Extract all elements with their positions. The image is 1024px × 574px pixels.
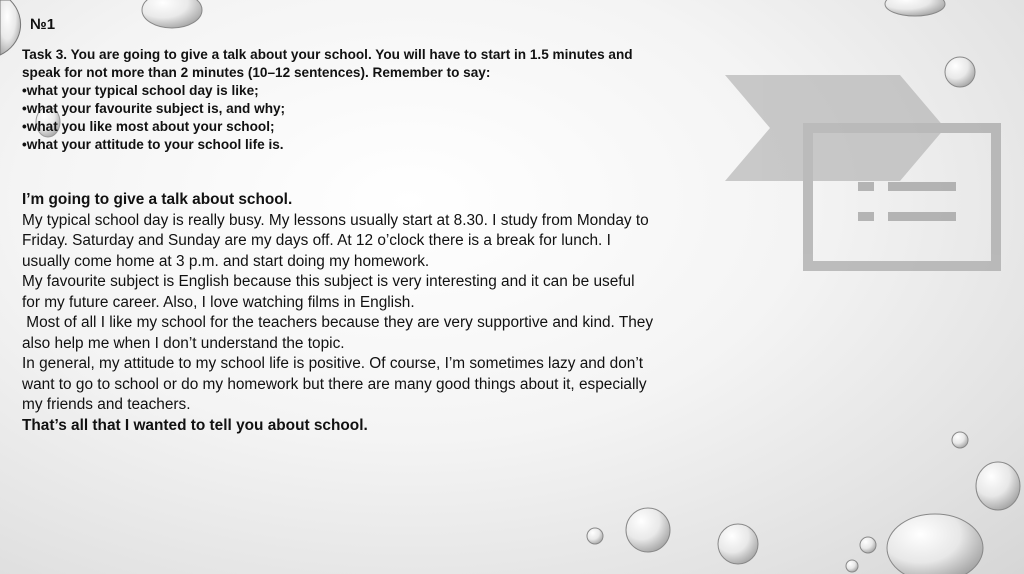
answer-line: In general, my attitude to my school life is positive. Of course, I’m sometimes lazy and don’t [22,355,644,372]
answer-intro: I’m going to give a talk about school. [22,191,293,208]
task-bullet: •what your typical school day is like; [22,83,259,98]
answer-line: Most of all I like my school for the teachers because they are very supportive and kind. They [22,314,654,331]
answer-line: My typical school day is really busy. My lessons usually start at 8.30. I study from Monday to [22,211,649,229]
slide-number: №1 [30,16,56,33]
task-bullet: •what your attitude to your school life is. [22,137,284,152]
answer-line: usually come home at 3 p.m. and start doing my homework. [22,252,430,270]
slide-content-placeholder-icon [725,75,996,266]
task-line: Task 3. You are going to give a talk about your school. You will have to start in 1.5 minutes and [22,47,633,62]
answer-text [22,190,737,436]
task-line: speak for not more than 2 minutes (10–12 sentences). Remember to say: [22,65,491,80]
task-instructions [22,46,722,154]
answer-line: Friday. Saturday and Sunday are my days off. At 12 o’clock there is a break for lunch. I [22,232,611,249]
answer-line: My favourite subject is English because this subject is very interesting and it can be useful [22,273,635,290]
answer-line: for my future career. Also, I love watching films in English. [22,293,415,311]
task-bullet: •what you like most about your school; [22,119,275,134]
answer-line: also help me when I don’t understand the topic. [22,334,345,352]
task-bullet: •what your favourite subject is, and why; [22,101,286,116]
answer-line: my friends and teachers. [22,396,191,413]
answer-line: want to go to school or do my homework but there are many good things about it, especially [22,375,647,393]
answer-closing: That’s all that I wanted to tell you about school. [22,416,368,434]
